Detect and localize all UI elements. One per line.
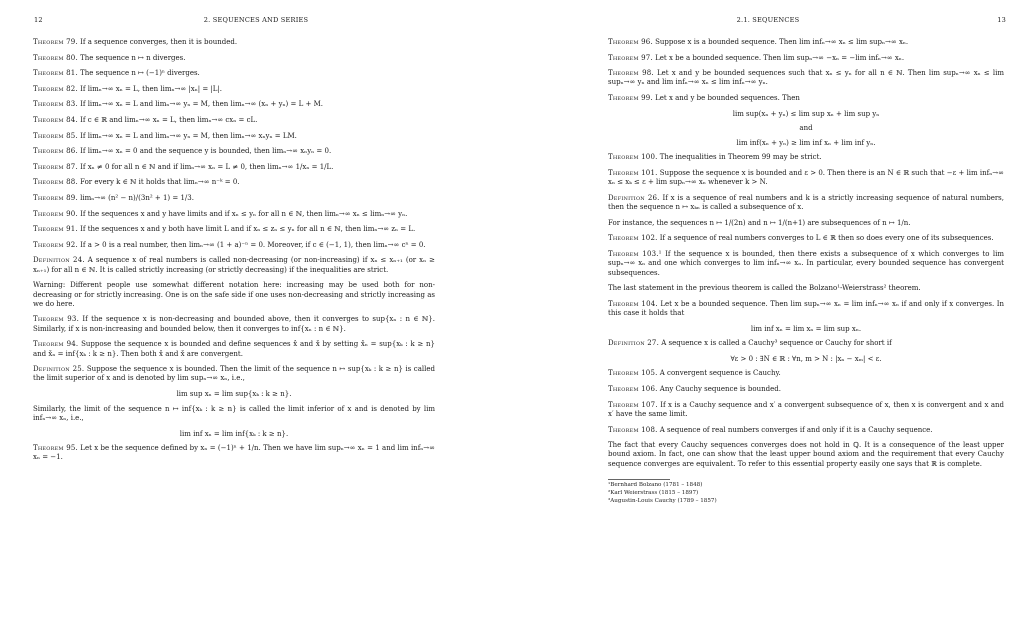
block-label: Theorem 99. [608, 94, 653, 103]
left-body [33, 38, 435, 469]
block-text: If a sequence of real numbers converges to L ∈ ℝ then so does every one of its subsequences. [659, 234, 994, 243]
theorem [608, 250, 1004, 278]
block-text: Suppose the sequence x is bounded. Then the limit of the sequence n ↦ sup{xₖ : k ≥ n} is called the limit superior of x and is denoted by lim supₙ→∞ xₙ, i.e., [33, 365, 436, 383]
block-text: A convergent sequence is Cauchy. [659, 369, 781, 378]
block-label: Theorem 105. [608, 369, 658, 378]
block-label: Theorem 88. [33, 178, 78, 187]
block-text: Suppose the sequence x is bounded and ε > 0. Then there is an N ∈ ℝ such that −ε + lim infₙ→∞ xₙ ≤ xₖ ≤ ε + lim supₙ→∞ xₙ whenever k > N. [608, 169, 1004, 187]
block-text: Let x be a bounded sequence. Then lim supₙ→∞ xₙ = lim infₙ→∞ xₙ if and only if x converges. In this case it holds that [608, 299, 1004, 318]
theorem [608, 94, 1004, 103]
block-label: Definition 25. [33, 365, 85, 374]
footnote: ³Augustin-Louis Cauchy (1789 – 1857) [608, 497, 717, 504]
theorem [33, 163, 435, 172]
block-label: Theorem 98. [608, 69, 654, 78]
block-text: If the sequence x is non-decreasing and bounded above, then it converges to sup{xₙ : n ∈ ℕ}. Similarly, if x is non-increasing and bounded below, then it converges to inf{xₙ : n ∈ ℕ}. [33, 315, 435, 333]
definition [33, 365, 435, 384]
paragraph [608, 219, 1004, 228]
block-label: Theorem 92. [33, 240, 78, 249]
footnote: ¹Bernhard Bolzano (1781 – 1848) [608, 482, 703, 489]
block-label: Theorem 103.¹ [608, 250, 662, 259]
block-text: If a sequence converges, then it is bounded. [80, 38, 238, 46]
block-label: Theorem 101. [608, 169, 658, 178]
block-text: limₙ→∞ (n² − n)/(3n² + 1) = 1/3. [80, 193, 194, 202]
display-equation [33, 430, 435, 439]
block-text: If x is a Cauchy sequence and x′ a convergent subsequence of x, then x is convergent and x and x′ have the same limit. [608, 400, 1005, 418]
definition [33, 256, 435, 275]
block-text: If xₙ ≠ 0 for all n ∈ ℕ and if limₙ→∞ xₙ = L ≠ 0, then limₙ→∞ 1/xₙ = 1/L. [80, 162, 334, 171]
paragraph [33, 281, 435, 309]
block-label: Theorem 93. [33, 315, 80, 324]
block-label: Theorem 108. [608, 425, 658, 434]
block-text: Any Cauchy sequence is bounded. [659, 385, 781, 394]
paragraph [33, 405, 435, 424]
theorem [33, 54, 435, 63]
page-number: 13 [997, 16, 1006, 24]
theorem [33, 38, 435, 47]
theorem [608, 38, 1004, 47]
display-equation [33, 390, 435, 399]
theorem [608, 169, 1004, 188]
theorem [33, 241, 435, 250]
display-equation [608, 139, 1004, 148]
block-text: Suppose x is a bounded sequence. Then lim infₙ→∞ xₙ ≤ lim supₙ→∞ xₙ. [655, 38, 909, 46]
block-label: Definition 27. [608, 339, 659, 348]
block-label: Theorem 90. [33, 209, 78, 218]
block-text: If c ∈ ℝ and limₙ→∞ xₙ = L, then limₙ→∞ cxₙ = cL. [80, 115, 258, 124]
theorem [608, 234, 1004, 243]
block-text: If the sequence x is bounded, then there exists a subsequence of x which converges to lim supₙ→∞ xₙ and one which converges to lim infₙ→∞ xₙ. In particular, every bounded sequence has convergent subsequences. [608, 250, 1004, 277]
theorem [608, 369, 1004, 378]
block-label: Theorem 81. [33, 69, 78, 78]
block-text: lim inf xₙ = lim xₙ = lim sup xₙ. [750, 324, 862, 333]
definition [608, 339, 1004, 348]
footnote: ²Karl Weierstrass (1815 – 1897) [608, 489, 699, 496]
block-text: If the sequences x and y both have limit L and if xₙ ≤ zₙ ≤ yₙ for all n ∈ ℕ, then limₙ→∞ zₙ = L. [80, 225, 416, 234]
block-text: Let x be the sequence defined by xₙ = (−1)ⁿ + 1/n. Then we have lim supₙ→∞ xₙ = 1 and lim infₙ→∞ xₙ = −1. [33, 444, 436, 462]
theorem [608, 153, 1004, 162]
display-equation [608, 325, 1004, 334]
block-label: Theorem 95. [33, 444, 78, 453]
theorem [33, 116, 435, 125]
block-text: A sequence x of real numbers is called non-decreasing (or non-increasing) if xₙ ≤ xₙ₊₁ (or xₙ ≥ xₙ₊₁) for all n ∈ ℕ. It is called strictly increasing (or strictly decreasing) if the inequalities are strict. [33, 256, 435, 274]
block-text: Suppose the sequence x is bounded and define sequences x̂ and x̌ by setting x̂ₙ = sup{xₖ : k ≥ n} and x̌ₙ = inf{xₖ : k ≥ n}. Then both x̂ and x̌ are convergent. [33, 340, 435, 358]
theorem [33, 340, 435, 359]
block-text: For every k ∈ ℕ it holds that limₙ→∞ n⁻ᵏ = 0. [80, 178, 240, 187]
block-text: The sequence n ↦ (−1)ⁿ diverges. [80, 69, 200, 78]
block-label: Definition 24. [33, 256, 85, 265]
block-label: Theorem 107. [608, 400, 658, 409]
block-label: Theorem 89. [33, 193, 78, 202]
theorem [33, 315, 435, 334]
theorem [33, 132, 435, 141]
block-label: Theorem 102. [608, 234, 658, 243]
paragraph [608, 441, 1004, 469]
block-label: Theorem 86. [33, 147, 78, 156]
block-text: Let x and y be bounded sequences such that xₙ ≤ yₙ for all n ∈ ℕ. Then lim supₙ→∞ xₙ ≤ lim supₙ→∞ yₙ and lim infₙ→∞ xₙ ≤ lim infₙ→∞ yₙ. [608, 69, 1005, 87]
theorem [608, 300, 1004, 319]
theorem [608, 54, 1004, 63]
theorem [33, 444, 435, 463]
block-label: Theorem 94. [33, 340, 79, 349]
theorem [33, 225, 435, 234]
block-label: Definition 26. [608, 193, 660, 202]
running-head: 2. SEQUENCES AND SERIES [203, 16, 309, 24]
block-text: The sequence n ↦ n diverges. [80, 53, 186, 62]
block-text: If a > 0 is a real number, then limₙ→∞ (1 + a)⁻ⁿ = 0. Moreover, if c ∈ (−1, 1), then limₙ→∞ cⁿ = 0. [80, 240, 426, 249]
block-label: Theorem 84. [33, 115, 78, 124]
theorem [608, 69, 1004, 88]
theorem [608, 401, 1004, 420]
block-text: Similarly, the limit of the sequence n ↦ inf{xₖ : k ≥ n} is called the limit inferior of x and is denoted by lim infₙ→∞ xₙ, i.e., [33, 404, 435, 422]
block-label: Theorem 96. [608, 38, 653, 46]
block-text: If limₙ→∞ xₙ = L, then limₙ→∞ |xₙ| = |L|. [80, 84, 223, 93]
block-text: lim inf xₙ = lim inf{xₖ : k ≥ n}. [179, 429, 289, 438]
right-body [608, 38, 1004, 505]
block-text: Let x be a bounded sequence. Then lim supₙ→∞ −xₙ = −lim infₙ→∞ xₙ. [655, 53, 905, 62]
block-text: lim sup(xₙ + yₙ) ≤ lim sup xₙ + lim sup yₙ [732, 109, 880, 118]
block-text: If limₙ→∞ xₙ = L and limₙ→∞ yₙ = M, then limₙ→∞ xₙyₙ = LM. [80, 131, 297, 140]
block-label: Theorem 91. [33, 225, 78, 234]
block-label: Theorem 97. [608, 53, 653, 62]
display-equation [608, 110, 1004, 119]
theorem [33, 147, 435, 156]
theorem [33, 85, 435, 94]
block-text: If x is a sequence of real numbers and k is a strictly increasing sequence of natural numbers, then the sequence n ↦ xₖₙ is called a subsequence of x. [608, 193, 1005, 212]
page-number: 12 [34, 16, 43, 24]
page-header [512, 16, 1024, 28]
block-label: Theorem 104. [608, 299, 658, 308]
block-text: lim inf(xₙ + yₙ) ≥ lim inf xₙ + lim inf yₙ. [736, 138, 876, 147]
block-text: lim sup xₙ = lim sup{xₖ : k ≥ n}. [176, 390, 292, 399]
definition [608, 194, 1004, 213]
block-text: Let x and y be bounded sequences. Then [655, 94, 800, 103]
block-label: Theorem 100. [608, 153, 658, 162]
block-text: The last statement in the previous theorem is called the Bolzano¹-Weierstrass² theorem. [608, 284, 921, 293]
display-equation [608, 124, 1004, 133]
block-label: Theorem 80. [33, 53, 78, 62]
theorem [33, 100, 435, 109]
right-page [512, 0, 1024, 622]
block-text: The inequalities in Theorem 99 may be strict. [659, 153, 822, 162]
block-label: Theorem 85. [33, 131, 78, 140]
block-text: For instance, the sequences n ↦ 1/(2n) and n ↦ 1/(n+1) are subsequences of n ↦ 1/n. [608, 218, 911, 227]
block-text: If limₙ→∞ xₙ = 0 and the sequence y is bounded, then limₙ→∞ xₙyₙ = 0. [80, 147, 332, 156]
theorem [33, 69, 435, 78]
display-equation [608, 355, 1004, 364]
theorem [608, 426, 1004, 435]
block-label: Theorem 87. [33, 162, 78, 171]
block-text: A sequence x is called a Cauchy³ sequence or Cauchy for short if [661, 339, 892, 348]
block-label: Theorem 106. [608, 385, 658, 394]
block-text: A sequence of real numbers converges if and only if it is a Cauchy sequence. [659, 425, 933, 434]
theorem [33, 178, 435, 187]
block-text: If the sequences x and y have limits and if xₙ ≤ yₙ for all n ∈ ℕ, then limₙ→∞ xₙ ≤ limₙ→∞ yₙ. [80, 209, 408, 218]
running-head: 2.1. SEQUENCES [736, 16, 800, 24]
block-label: Theorem 83. [33, 100, 78, 109]
paragraph [608, 284, 1004, 293]
theorem [33, 210, 435, 219]
block-text: and [799, 124, 813, 133]
block-text: Warning: Different people use somewhat different notation here: increasing may be used both for non-decreasing or for strictly increasing. One is on the safe side if one uses non-decreasing and strictly increasing as we do here. [33, 281, 435, 308]
block-text: If limₙ→∞ xₙ = L and limₙ→∞ yₙ = M, then limₙ→∞ (xₙ + yₙ) = L + M. [80, 100, 323, 109]
theorem [608, 385, 1004, 394]
block-label: Theorem 82. [33, 84, 78, 93]
page-header [0, 16, 512, 28]
block-label: Theorem 79. [33, 38, 78, 46]
block-text: The fact that every Cauchy sequences converges does not hold in ℚ. It is a consequence of the least upper bound axiom. In fact, one can show that the least upper bound axiom and the requirement that every Cauchy sequence converges are equivalent. To refer to this essential property easily one says that ℝ is complete. [608, 441, 1004, 468]
footnote-rule [608, 479, 670, 480]
theorem [33, 194, 435, 203]
block-text: ∀ε > 0 : ∃N ∈ ℝ : ∀n, m > N : |xₙ − xₘ| < ε. [730, 354, 882, 363]
